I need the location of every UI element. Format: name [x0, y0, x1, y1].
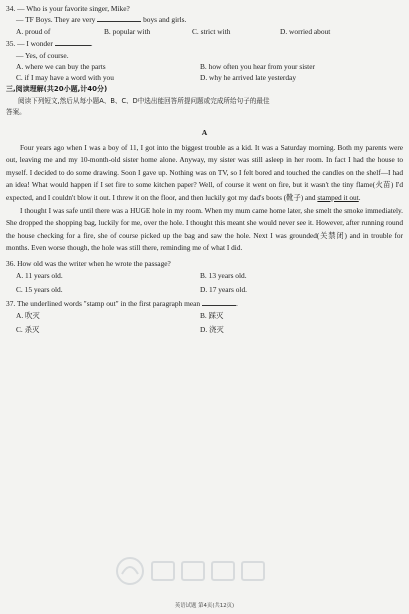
question-blank[interactable]	[55, 38, 93, 49]
option-c[interactable]: C. strict with	[192, 26, 231, 36]
answer-blank[interactable]	[97, 14, 141, 22]
options-37-row2	[6, 323, 403, 337]
options-35-row1	[6, 61, 403, 72]
option-d[interactable]: D. worried about	[280, 26, 331, 36]
question-text: — I wonder	[17, 39, 53, 49]
option-c[interactable]: C. 15 years old.	[16, 285, 63, 294]
option-c[interactable]: C. 杀灭	[16, 324, 40, 334]
question-34	[6, 3, 403, 37]
passage-letter: A	[201, 128, 208, 138]
options-36-row1	[6, 269, 403, 283]
question-blank[interactable]	[202, 298, 236, 306]
answer-text-after: boys and girls.	[143, 15, 187, 25]
passage-paragraph-2: I thought I was safe until there was a HUGE hole in my room. When my mum came home later, she smelt the smoke immediately. She dropped the shopping bag, luckily for me, over the hole. I thought this meant she would never see it. However, after running round the house checking for a fire, she of course picked up the bag and saw the hole. Next I was grounded(关禁闭) and in trouble for months. Even worse though, the hole was still there, reminding me of what I did.	[6, 205, 403, 253]
question-text: — Who is your favorite singer, Mike?	[17, 4, 130, 13]
website-watermark-logo-icon	[112, 554, 282, 588]
question-37	[6, 298, 403, 337]
options-34	[6, 26, 403, 37]
question-text-after: .	[235, 298, 238, 308]
option-a[interactable]: A. 11 years old.	[16, 271, 63, 281]
section-instruction: 阅读下列短文,然后从每小题A、B、C、D中选出能回答所提问题或完成所给句子的最佳	[18, 97, 270, 106]
options-35-row2	[6, 72, 403, 83]
option-b[interactable]: B. popular with	[104, 26, 151, 36]
option-b[interactable]: B. how often you hear from your sister	[200, 62, 315, 72]
option-d[interactable]: D. why he arrived late yesterday	[200, 73, 297, 83]
question-36	[6, 258, 403, 297]
option-a[interactable]: A. proud of	[16, 26, 51, 36]
option-c[interactable]: C. if I may have a word with you	[16, 73, 114, 83]
option-b[interactable]: B. 13 years old.	[200, 271, 247, 281]
question-number: 37.	[6, 298, 16, 308]
question-text: How old was the writer when he wrote the passage?	[17, 259, 171, 268]
option-a[interactable]: A. where we can buy the parts	[16, 62, 106, 72]
passage-paragraph-1: Four years ago when I was a boy of 11, I got into the biggest trouble as a kid. It was a Saturday morning. Both my parents were out, leaving me and my 10-month-old sister home alone. Anyway, my sister was still asleep in her room. In fact I had the house to myself. I decided to do some drawing. Soon I gave up. Nothing was on TV, so I felt bored and touched the candles on the shelf—I had an idea! What would happen if I set fire to some kitchen paper? Well, of course it went on fire, but it wasn't the tiny flame(火苗) I'd expected, and I couldn't blow it out. I threw it on the floor, and then luckily got my dad's boots (靴子) and stamped it out.	[6, 142, 403, 203]
answer-text: — Yes, of course.	[16, 50, 69, 60]
section-heading: 三,阅读理解(共20小题,计40分)	[6, 84, 108, 93]
option-d[interactable]: D. 浇灭	[200, 324, 224, 334]
option-d[interactable]: D. 17 years old.	[200, 285, 248, 294]
question-number: 34.	[6, 4, 16, 13]
page-footer: 英语试题 第4页(共12页)	[174, 602, 235, 609]
answer-text: — TF Boys. They are very	[16, 15, 96, 25]
question-number: 36.	[6, 259, 16, 268]
section-instruction-cont: 答案。	[6, 108, 26, 117]
option-b[interactable]: B. 踩灭	[200, 311, 224, 320]
option-a[interactable]: A. 吹灭	[16, 311, 40, 320]
question-text: The underlined words "stamp out" in the first paragraph mean	[16, 298, 201, 308]
question-number: 35.	[6, 39, 16, 49]
underlined-phrase: stamped it out	[317, 193, 359, 203]
options-37-row1	[6, 309, 403, 323]
question-35	[6, 38, 403, 84]
question-text-after: .	[90, 39, 93, 49]
options-36-row2	[6, 283, 403, 297]
